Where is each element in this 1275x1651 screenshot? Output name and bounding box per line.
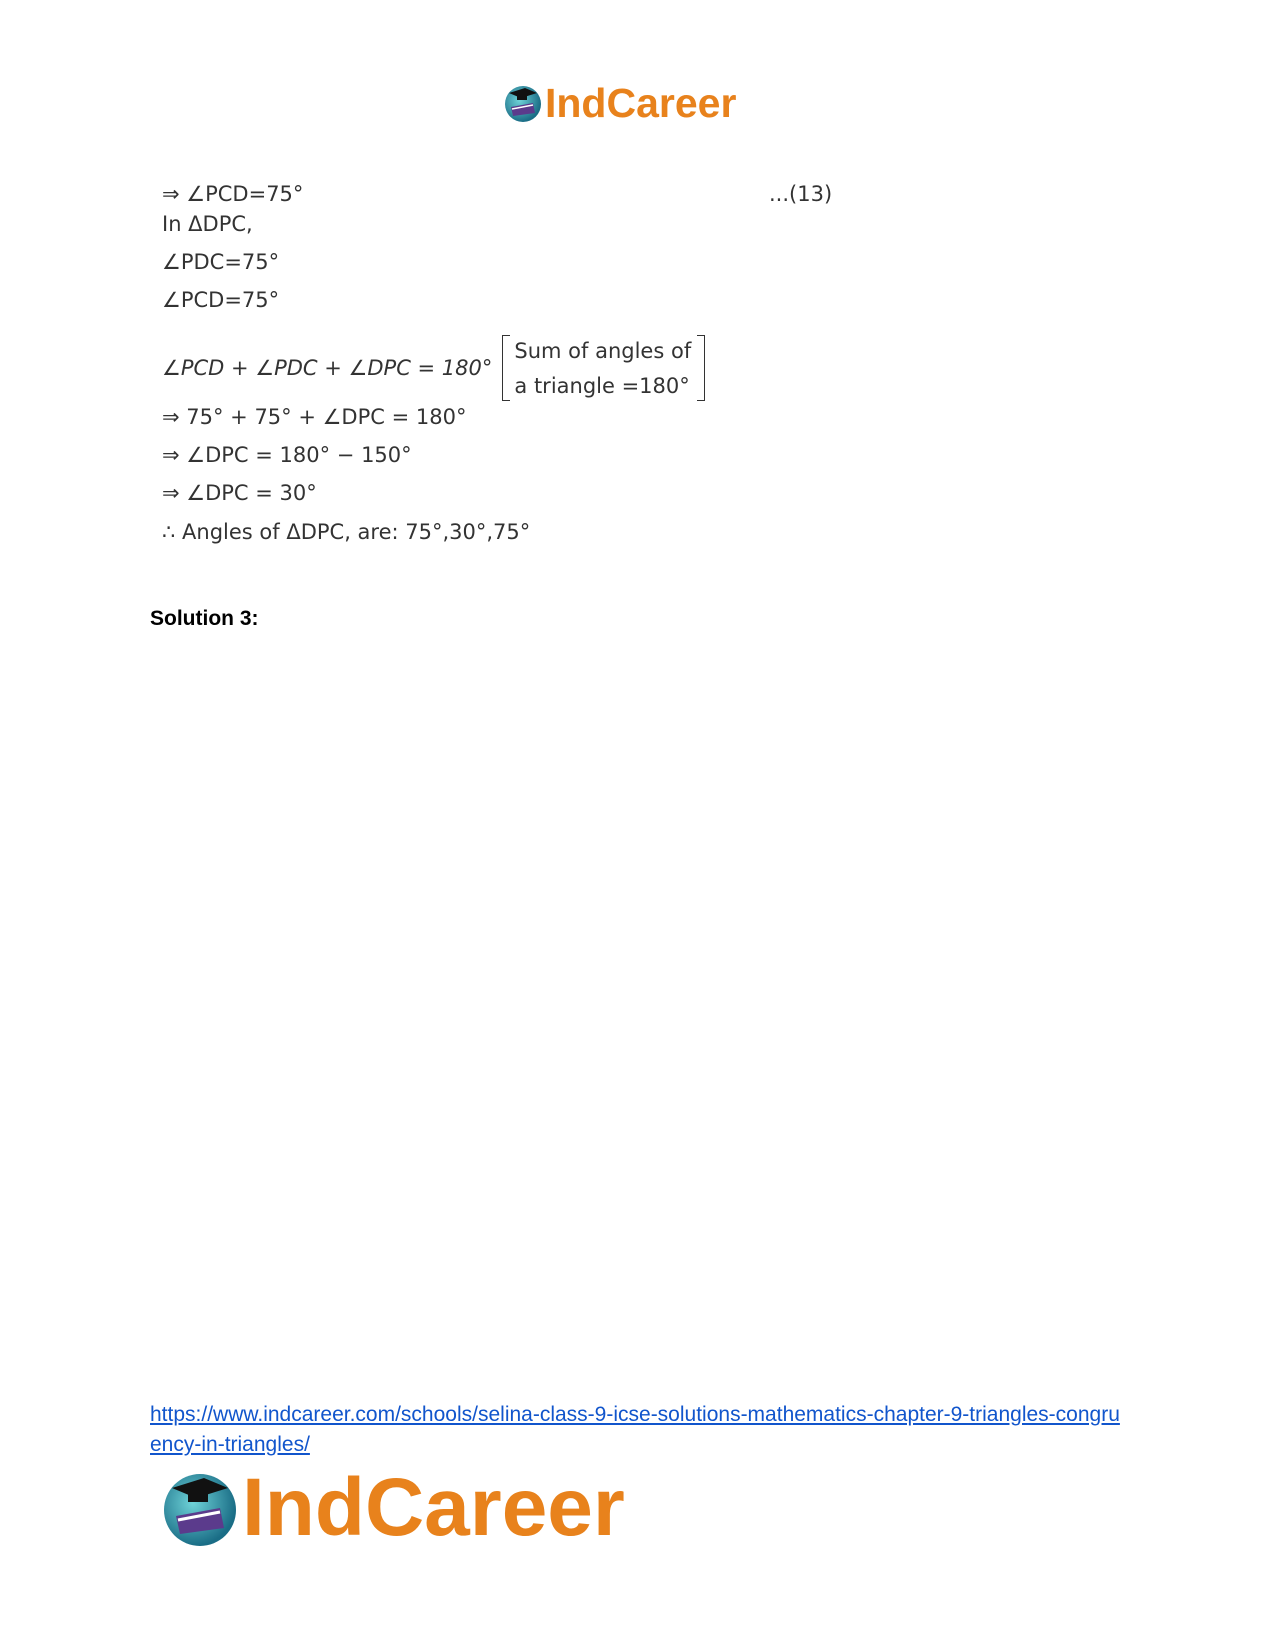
angle-sum-equation [162, 332, 705, 404]
source-link[interactable]: https://www.indcareer.com/schools/selina-class-9-icse-solutions-mathematics-chapter-9-triangles-congruency-in-triangles/ [150, 1403, 1120, 1456]
math-line-6: ⇒ 75° + 75° + ∠DPC = 180° [162, 405, 467, 429]
logo-text: IndCareer [545, 79, 737, 126]
reason-line-2: a triangle =180° [514, 374, 690, 398]
math-line-9: ∴ Angles of ΔDPC, are: 75°,30°,75° [162, 520, 531, 544]
math-line-4: ∠PCD=75° [162, 288, 280, 312]
header-logo [503, 78, 736, 128]
math-line-3: ∠PDC=75° [162, 250, 280, 274]
solution-heading: Solution 3: [150, 607, 259, 630]
footer-logo [160, 1462, 625, 1553]
logo-text: IndCareer [242, 1462, 625, 1553]
math-line-8: ⇒ ∠DPC = 30° [162, 481, 317, 505]
angle-sum-lhs: ∠PCD + ∠PDC + ∠DPC = 180° [162, 356, 493, 380]
graduation-globe-icon [503, 83, 543, 123]
math-line-7: ⇒ ∠DPC = 180° − 150° [162, 443, 412, 467]
reason-bracket [502, 335, 705, 401]
graduation-globe-icon [160, 1468, 240, 1548]
math-line-2: In ΔDPC, [162, 212, 253, 236]
equation-number: ...(13) [769, 182, 833, 206]
reason-line-1: Sum of angles of [514, 339, 692, 363]
math-line-1: ⇒ ∠PCD=75° [162, 182, 304, 206]
